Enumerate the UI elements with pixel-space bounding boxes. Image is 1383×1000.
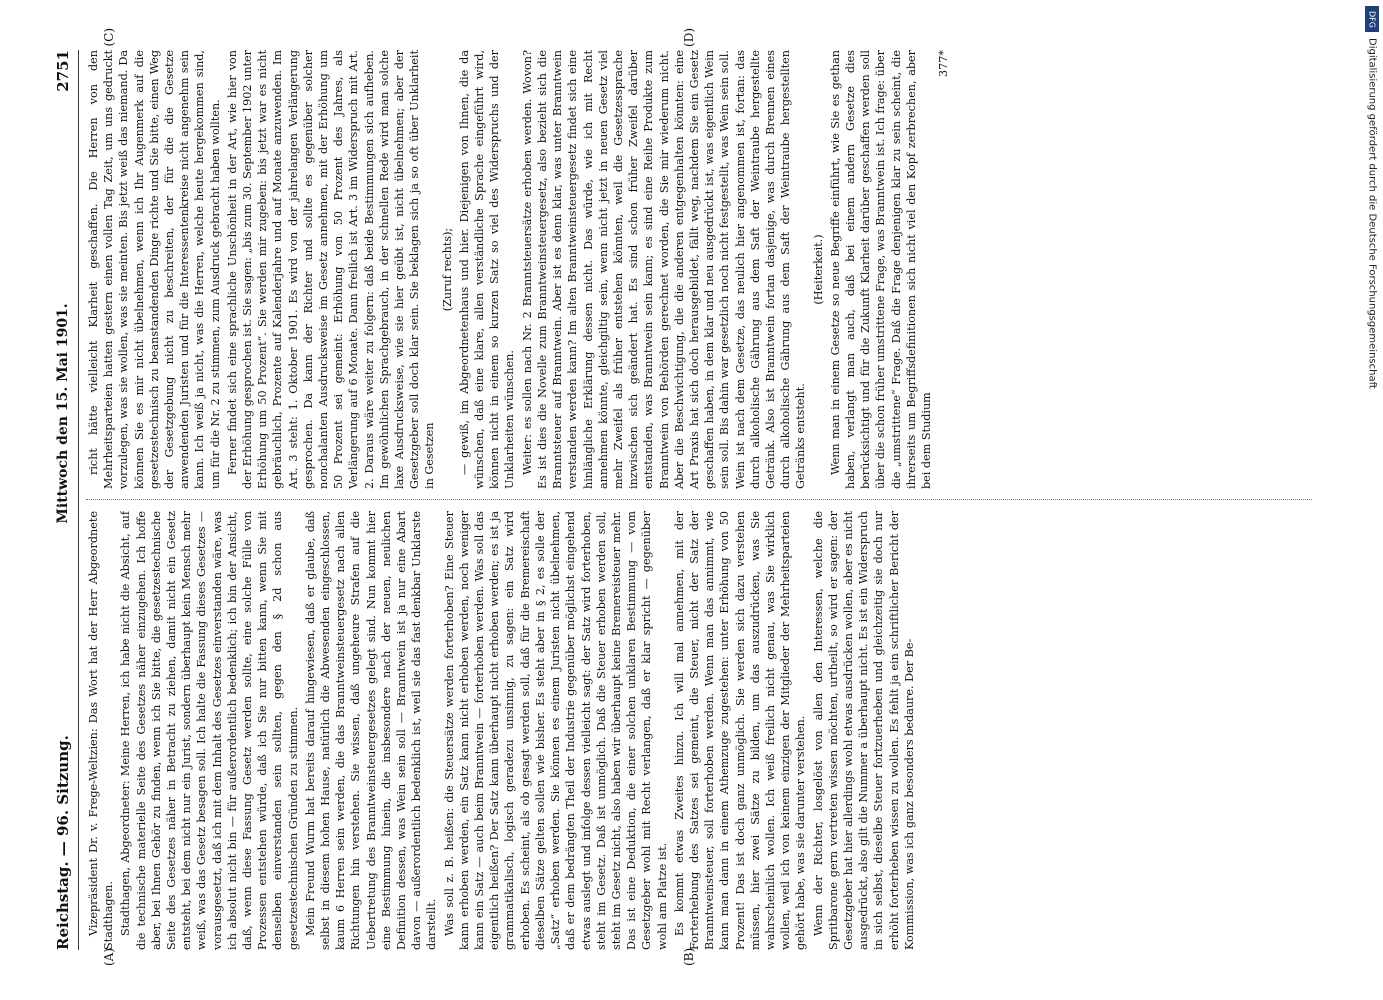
right-paragraph: Wenn man in einem Gesetze so neue Begriffe einführt, wie Sie es gethan haben, verlangt man auch, daß bei einem andern Gesetze dies berücksichtigt und für die Zukunft Klarheit darüber geschaffen werden soll über die schon früher umstrittene Frage, was Branntwein ist. Ich frage: über die „umstrittene“ Frage. Daß die Frage denjenigen klar zu sein scheint, die ihrerseits um Begriffsdefinitionen sich nicht viel den Kopf zerbrechen, aber bei dem Studium <box>828 50 933 489</box>
rotated-page <box>42 30 1342 970</box>
left-paragraph: Wenn der Richter, losgelöst von allen den Interessen, welche die Spritbarone gern vertreten wissen möchten, urtheilt, so wird er sagen: der Gesetzgeber hat hier allerdings wohl etwas ausdrücken wollen, aber es nicht ausgedrückt, also gilt die Nummer a überhaupt nicht. Es ist ein Widerspruch in sich selbst, dieselbe Steuer fortzuerheben und gleichzeitig sie doch nur erhöht forterheben wissen zu wollen. Es fehlt ja ein schriftlicher Bericht der Kommission, was ich ganz besonders bedaure. Der Be- <box>811 511 916 950</box>
left-paragraph: Was soll z. B. heißen: die Steuersätze werden forterhoben? Eine Steuer kann erhoben werden, ein Satz kann nicht erhoben werden, noch weniger kann ein Satz — auch beim Branntwein — forterhoben werden. Was soll das eigentlich heißen? Der Satz kann überhaupt nicht erhoben werden; es ist ja grammatikalisch, logisch geradezu unsinnig, zu sagen: ein Satz wird erhoben. Es scheint, als ob gesagt werden soll, daß für die Bremereischaft dieselben Sätze gelten sollen wie bisher. Es steht aber in § 2, es solle der „Satz“ erhoben werden. Sie können es einem Juristen nicht übelnehmen, daß er dem bedrängten Theil der Industrie gegenüber möglichst eingehend etwas auslegt und infolge dessen vielleicht sagt: der Satz wird forterhoben, steht im Gesetz. Daß ist unmöglich. Daß die Steuer erhoben werden soll, steht im Gesetz nicht, also haben wir überhaupt keine Bremereisteuer mehr. Das ist eine Deduktion, die einer solchen unklaren Bestimmung — vom Gesetzgeber wohl mit Recht verlangen, daß er klar spricht — gegenüber wohl am Platze ist. <box>442 511 669 950</box>
right-paragraph: richt hätte vielleicht Klarheit geschaffen. Die Herren von den Mehrheitsparteien hatten gestern einen vollen Tag Zeit, um uns gedruckt vorzulegen, was sie wollen, was sie meinten. Bis jetzt weiß das niemand. Da können Sie es mir nicht übelnehmen, wenn ich Ihr Augenmerk auf die gesetzestechnisch zu beanstandenden Dinge richte und Sie bitte, einen Weg der Gesetzgebung nicht zu beschreiten, der für die die Gesetze anwendenden Juristen und für die Interessentenkreise nicht angenehm sein kann. Ich weiß ja nicht, was die Herren, welche heute hergekommen sind, um für die Nr. 2 zu stimmen, zum Ausdruck gebracht haben wollten. <box>86 50 222 489</box>
marker-a: (A) <box>101 947 116 966</box>
left-paragraph: Vizepräsident Dr. v. Frege-Weltzien: Das Wort hat der Herr Abgeordnete Stadthagen. <box>86 511 115 950</box>
right-column <box>86 50 1322 489</box>
right-paragraph: Ferner findet sich eine sprachliche Unschönheit in der Art, wie hier von der Erhöhung gesprochen ist. Sie sagen: „bis zum 30. September 1902 unter Erhöhung um 50 Prozent“. Sie werden mir zugeben: bis jetzt war es nicht gebräuchlich, Prozente auf Kalenderjahre und auf Monate anzuwenden. Im Art. 3 steht: 1. Oktober 1901. Es wird von der jahrelangen Verlängerung gesprochen. Da kann der Richter und sollte es gegenüber solcher nonchalanten Ausdrucksweise im Gesetz annehmen, mit der Erhöhung um 50 Prozent sei gemeint: Erhöhung von 50 Prozent des Jahres, als Verlängerung auf 6 Monate. Dann freilich ist Art. 3 im Widerspruch mit Art. 2. Daraus wäre weiter zu folgern: daß beide Bestimmungen sich aufheben. Im gewöhnlichen Sprachgebrauch, in der schnellen Rede wird man solche laxe Ausdrucksweise, wie sie hier geübt ist, nicht übelnehmen; aber der Gesetzgeber soll doch klar sein. Sie beklagen sich ja so oft über Unklarheit in Gesetzen <box>225 50 436 489</box>
page-number: 2751 <box>53 50 72 92</box>
right-paragraph: 377* <box>936 50 950 77</box>
header-rule <box>78 50 79 950</box>
marker-d: (D) <box>681 28 696 47</box>
text-columns <box>86 50 1322 950</box>
left-paragraph: Es kommt etwas Zweites hinzu. Ich will mal annehmen, mit der Forterhebung des Satzes sei gemeint, die Steuer, nicht der Satz der Branntweinsteuer, soll forterhoben werden. Wenn man das annimmt, wie kann man dann in einem Athemzuge zugestehen: unter Erhöhung von 50 Prozent! Das ist doch ganz unmöglich. Sie werden sich dazu verstehen müssen, hier zwei Sätze zu bilden, um das auszudrücken, was Sie wahrscheinlich wollen. Ich weiß freilich nicht genau, was Sie wirklich wollen, weil ich von keinem einzigen der Mitglieder der Mehrheitsparteien gehört habe, was sie darunter verstehen. <box>672 511 807 950</box>
left-column <box>86 511 1322 950</box>
header-center: Mittwoch den 15. Mai 1901. <box>54 303 71 524</box>
header-left: Reichstag. — 96. Sitzung. <box>53 735 72 950</box>
side-credit <box>1365 6 1379 994</box>
marker-c: (C) <box>101 28 116 47</box>
side-credit-text: Digitalisierung gefördert durch die Deutsche Forschungsgemeinschaft <box>1366 38 1378 389</box>
marker-b: (B) <box>681 947 696 966</box>
page-header <box>50 50 76 950</box>
right-paragraph: (Zuruf rechts); <box>440 227 454 312</box>
column-divider <box>86 499 1312 500</box>
left-paragraph: Mein Freund Wurm hat bereits darauf hingewiesen, daß er glaube, daß selbst in diesem hohen Hause, natürlich die Abwesenden eingeschlossen, kaum 6 Herren sein werden, die das Branntweinsteuergesetz nach allen Richtungen hin verstehen. Sie wissen, daß ungeheure Strafen auf die Uebertretung des Branntweinsteuergesetzes gelegt sind. Nun kommt hier eine Bestimmung hinein, die insbesondere nach der neuen, neulichen Definition dessen, was Wein sein soll — Branntwein ist ja nur eine Abart davon — außerordentlich bedenklich ist, weil sie das fast denkbar Unklarste darstellt. <box>303 511 438 950</box>
right-paragraph: (Heiterkeit.) <box>811 234 825 305</box>
left-paragraph: Stadthagen, Abgeordneter: Meine Herren, ich habe nicht die Absicht, auf die technische materielle Seite des Gesetzes näher einzugehen. Ich hoffe aber, bei Ihnen Gehör zu finden, wenn ich Sie bitte, die gesetzestechnische Seite des Gesetzes näher in Betracht zu ziehen, damit nicht ein Gesetz entsteht, bei dem nicht nur ein Jurist, sondern überhaupt kein Mensch mehr weiß, was das Gesetz besagen soll. Ich halte die Fassung dieses Gesetzes — vorausgesetzt, daß ich mit dem Inhalt des Gesetzes einverstanden wäre, was ich absolut nicht bin — für außerordentlich bedenklich; ich bin der Ansicht, daß, wenn diese Fassung Gesetz werden sollte, eine solche Fülle von Prozessen entstehen würde, daß ich Sie nur bitten kann, wenn Sie mit denselben einverstanden sein sollten, gegen den § 2d schon aus gesetzestechnischen Gründen zu stimmen. <box>118 511 300 950</box>
dfg-logo: DFG <box>1365 6 1379 32</box>
right-paragraph: — gewiß, im Abgeordnetenhaus und hier. Diejenigen von Ihnen, die da wünschen, daß eine klare, allen verständliche Sprache eingeführt wird, können nicht in einem so kurzen Satz so viel des Widerspruchs und der Unklarheiten wünschen. <box>457 50 516 489</box>
right-paragraph: Weiter: es sollen nach Nr. 2 Branntsteuersätze erhoben werden. Wovon? Es ist dies die Novelle zum Branntweinsteuergesetz, also bezieht sich die Branntsteuer auf Branntwein. Aber ist es denn klar, was unter Branntwein verstanden werden kann? Im alten Branntweinsteuergesetz findet sich eine hinlängliche Erklärung dessen nicht. Das würde, wie ich mit Recht annehmen könnte, gleichgiltig sein, wenn nicht jetzt in neuen Gesetz viel mehr Zweifel als früher entstehen könnten, weil die Gesetzessprache inzwischen sich geändert hat. Es sind schon früher Zweifel darüber entstanden, was Branntwein sein kann; es sind eine Reihe Produkte zum Branntwein von Behörden gerechnet worden, die Sie mir wiederum nicht. Aber die Beschwichtigung, die die anderen entgegenhalten könnten: eine Art Praxis hat sich doch herausgebildet, fällt weg, nachdem Sie ein Gesetz geschaffen haben, in dem klar und neu ausgedrückt ist, was eigentlich Wein sein soll. Bis dahin war gesetzlich noch nicht festgestellt, was Wein sein soll. Wein ist nach dem Gesetze, das neulich hier angenommen ist, fortan: das durch alkoholische Gährung aus dem Saft der Weintraube hergestellte Getränk. Also ist Branntwein fortan dasjenige, was durch Brennen eines durch alkoholische Gährung aus dem Saft der Weintraube hergestellten Getränks entsteht. <box>520 50 807 489</box>
